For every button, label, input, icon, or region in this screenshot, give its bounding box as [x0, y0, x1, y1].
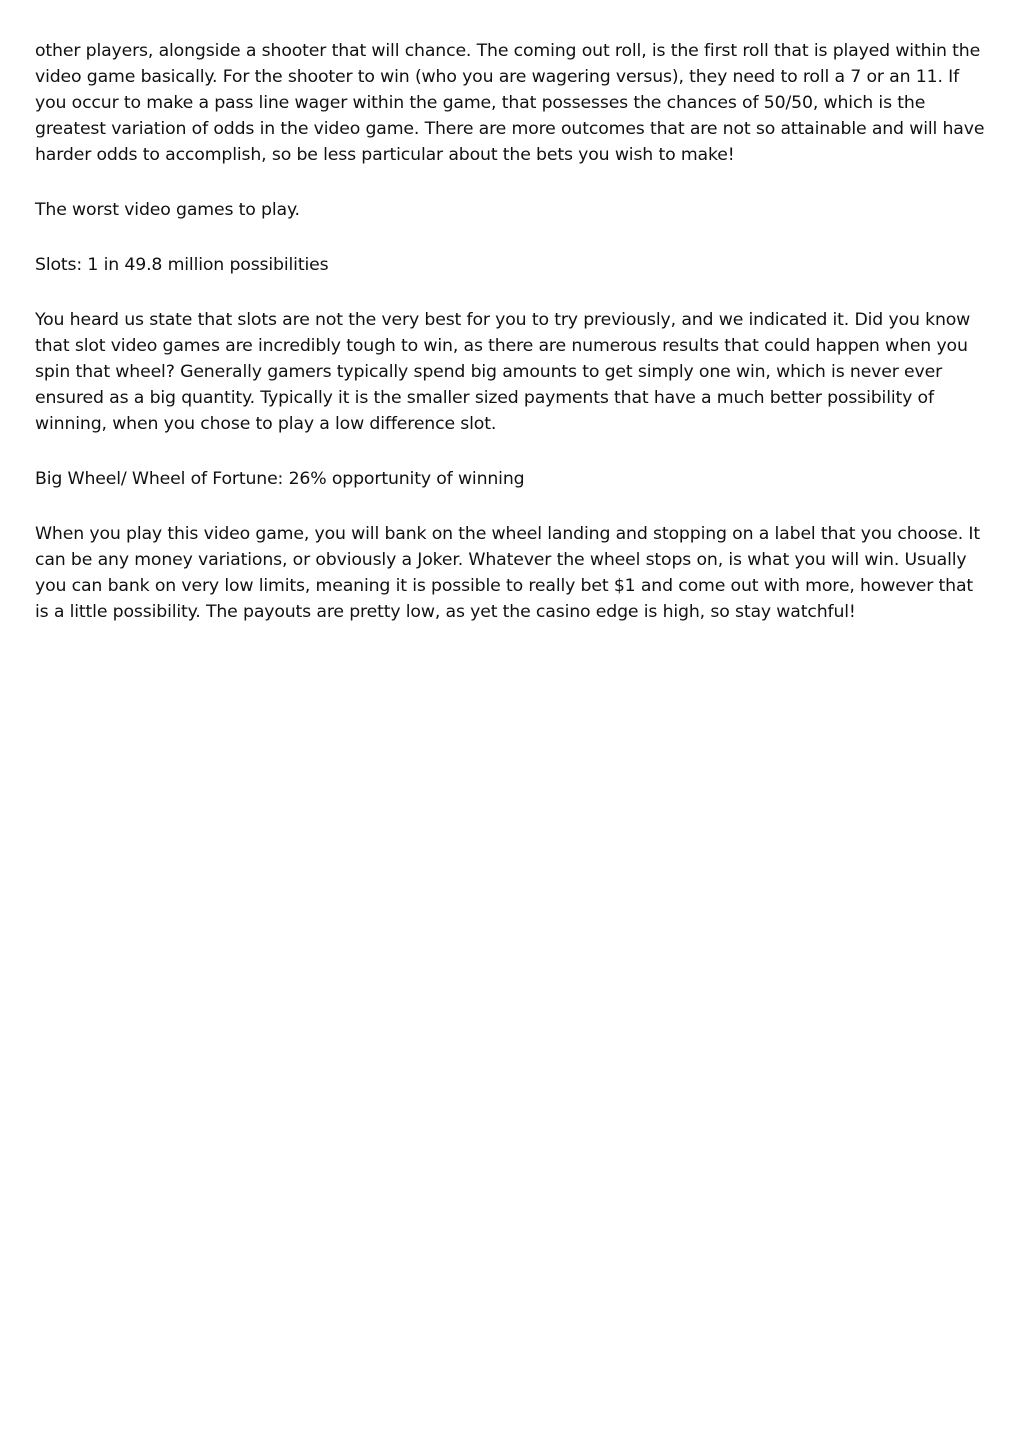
- paragraph-big-wheel-description: When you play this video game, you will bank on the wheel landing and stopping on a label that you choose. It can be any money variations, or obviously a Joker. Whatever the wheel stops on, is what you will win. Usually you can bank on very low limits, meaning it is possible to really bet $1 and come out with more, however that is a little possibility. The payouts are pretty low, as yet the casino edge is high, so stay watchful!: [35, 524, 980, 622]
- paragraph-worst-games-heading: The worst video games to play.: [35, 200, 300, 220]
- paragraph-slots-odds: Slots: 1 in 49.8 million possibilities: [35, 255, 329, 275]
- paragraph-craps-intro: other players, alongside a shooter that will chance. The coming out roll, is the first roll that is played within the video game basically. For the shooter to win (who you are wagering versus), they need to roll a 7 or an 11. If you occur to make a pass line wager within the game, that possesses the chances of 50/50, which is the greatest variation of odds in the video game. There are more outcomes that are not so attainable and will have harder odds to accomplish, so be less particular about the bets you wish to make!: [35, 41, 985, 165]
- paragraph-big-wheel-odds: Big Wheel/ Wheel of Fortune: 26% opportunity of winning: [35, 469, 525, 489]
- paragraph-slots-description: You heard us state that slots are not the very best for you to try previously, and we indicated it. Did you know that slot video games are incredibly tough to win, as there are numerous results that could happen when you spin that wheel? Generally gamers typically spend big amounts to get simply one win, which is never ever ensured as a big quantity. Typically it is the smaller sized payments that have a much better possibility of winning, when you chose to play a low difference slot.: [35, 310, 971, 434]
- document-body: [35, 38, 991, 654]
